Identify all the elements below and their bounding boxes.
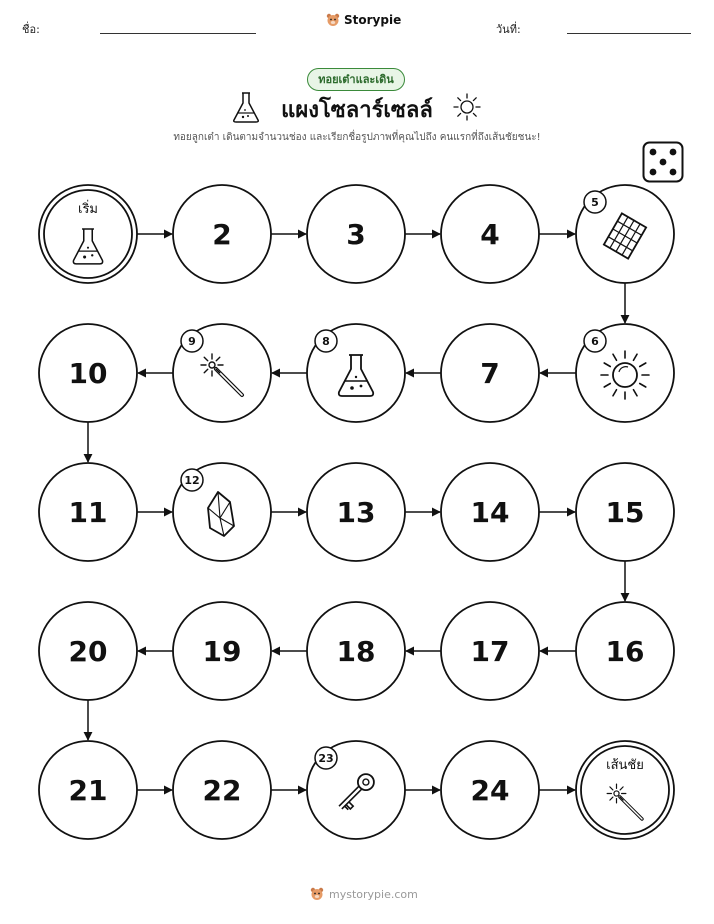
board-space-25[interactable] xyxy=(576,741,674,839)
board-space-23[interactable] xyxy=(307,741,405,839)
space-number-badge xyxy=(584,330,606,352)
board-space-22[interactable] xyxy=(173,741,271,839)
badge-number: 5 xyxy=(591,196,599,209)
space-number-badge xyxy=(315,330,337,352)
space-number-badge xyxy=(315,747,337,769)
badge-number: 6 xyxy=(591,335,599,348)
board-space-6[interactable] xyxy=(576,324,674,422)
board-spaces xyxy=(39,185,674,839)
board-space-14[interactable] xyxy=(441,463,539,561)
space-number: 21 xyxy=(68,774,108,807)
space-number: 2 xyxy=(212,218,232,251)
board-space-3[interactable] xyxy=(307,185,405,283)
space-number: 20 xyxy=(68,635,108,668)
board-space-24[interactable] xyxy=(441,741,539,839)
space-number: 18 xyxy=(336,635,376,668)
board-space-1[interactable] xyxy=(39,185,137,283)
board-space-20[interactable] xyxy=(39,602,137,700)
page-title: แผงโซลาร์เซลล์ xyxy=(281,98,433,123)
badge-number: 8 xyxy=(322,335,330,348)
badge-number: 12 xyxy=(184,474,200,487)
board-space-5[interactable] xyxy=(576,185,674,283)
space-number: 17 xyxy=(470,635,510,668)
space-number: 13 xyxy=(336,496,376,529)
board-space-21[interactable] xyxy=(39,741,137,839)
space-number-badge xyxy=(584,191,606,213)
space-number: 22 xyxy=(202,774,242,807)
space-number: 10 xyxy=(68,357,108,390)
space-number: 7 xyxy=(480,357,500,390)
space-number: 19 xyxy=(202,635,242,668)
board-space-8[interactable] xyxy=(307,324,405,422)
board-space-12[interactable] xyxy=(173,463,271,561)
board-space-2[interactable] xyxy=(173,185,271,283)
footer-url: mystorypie.com xyxy=(329,887,418,901)
board-space-17[interactable] xyxy=(441,602,539,700)
board-space-16[interactable] xyxy=(576,602,674,700)
board-space-9[interactable] xyxy=(173,324,271,422)
category-pill: ทอยเต๋าและเดิน xyxy=(307,68,405,91)
space-number: 15 xyxy=(605,496,645,529)
board-space-15[interactable] xyxy=(576,463,674,561)
space-number: 11 xyxy=(68,496,108,529)
start-label: เริ่ม xyxy=(78,202,98,217)
board-space-13[interactable] xyxy=(307,463,405,561)
name-label: ชื่อ: xyxy=(22,23,40,36)
space-number-badge xyxy=(181,330,203,352)
space-number: 3 xyxy=(346,218,366,251)
badge-number: 9 xyxy=(188,335,196,348)
footer xyxy=(310,887,418,901)
date-label: วันที่: xyxy=(496,23,521,36)
space-number-badge xyxy=(181,469,203,491)
board-space-11[interactable] xyxy=(39,463,137,561)
board-space-10[interactable] xyxy=(39,324,137,422)
board-space-4[interactable] xyxy=(441,185,539,283)
board-space-19[interactable] xyxy=(173,602,271,700)
space-number: 4 xyxy=(480,218,500,251)
bear-logo-icon xyxy=(310,887,324,901)
space-number: 14 xyxy=(470,496,510,529)
board-space-18[interactable] xyxy=(307,602,405,700)
finish-label: เส้นชัย xyxy=(606,758,644,773)
space-number: 24 xyxy=(470,774,510,807)
brand-name: Storypie xyxy=(344,13,402,27)
badge-number: 23 xyxy=(318,752,334,765)
space-number: 16 xyxy=(605,635,645,668)
board-space-7[interactable] xyxy=(441,324,539,422)
instructions: ทอยลูกเต๋า เดินตามจำนวนช่อง และเรียกชื่อรูปภาพที่คุณไปถึง คนแรกที่ถึงเส้นชัยชนะ! xyxy=(173,132,541,143)
